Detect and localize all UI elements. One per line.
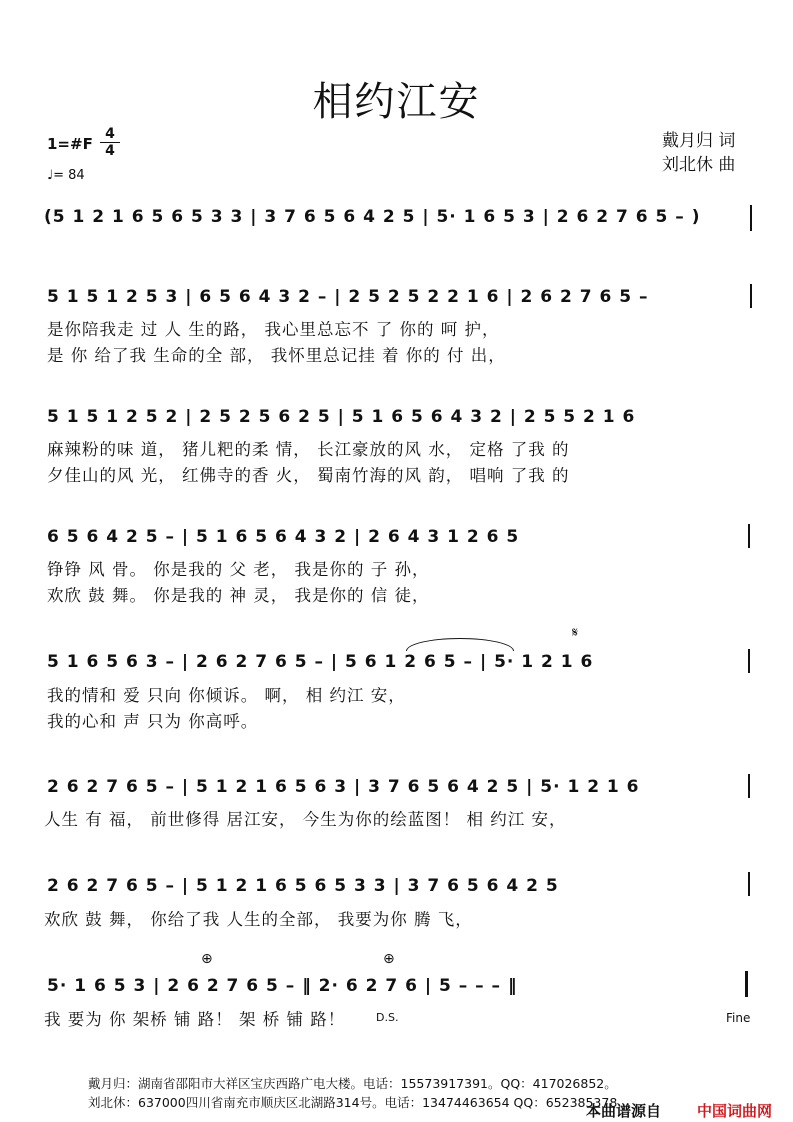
system-7-notes: 2 6 2 7 6 5 – | 5 1 2 1 6 5 6 5 3 3 | 3 7 6 5 6 4 2 5 <box>47 876 559 896</box>
watermark-source: 本曲谱源自 <box>586 1102 662 1120</box>
fine-mark: Fine <box>726 1011 751 1025</box>
system-4-lyrics-2: 欢欣 鼓 舞。 你是我的 神 灵， 我是你的 信 徒， <box>47 586 430 605</box>
time-unit: 4 <box>105 143 115 159</box>
footer-composer-contact: 刘北休：637000四川省南充市顺庆区北湖路314号。电话：13474463654 QQ：652385378 <box>88 1095 618 1110</box>
tempo-value: = 84 <box>53 168 85 183</box>
system-6-lyrics-1: 人生 有 福， 前世修得 居江安， 今生为你的绘蓝图！ 相 约江 安， <box>44 810 567 829</box>
composer-credit: 刘北休 曲 <box>662 155 736 175</box>
system-7-lyrics-1: 欢欣 鼓 舞， 你给了我 人生的全部， 我要为你 腾 飞， <box>44 910 473 929</box>
system-8-notes: 5· 1 6 5 3 | 2 6 2 7 6 5 – ‖ 2· 6 2 7 6 | 5 – – – ‖ <box>47 976 518 996</box>
system-4-lyrics-1: 铮铮 风 骨。 你是我的 父 老， 我是你的 子 孙， <box>47 560 430 579</box>
quarter-note-icon: ♩ <box>47 168 54 183</box>
system-8-lyrics-1: 我 要为 你 架桥 铺 路！ 架 桥 铺 路！ <box>44 1010 346 1029</box>
system-5-lyrics-2: 我的心和 声 只为 你高呼。 <box>47 712 259 731</box>
system-3-notes: 5 1 5 1 2 5 2 | 2 5 2 5 6 2 5 | 5 1 6 5 6 4 3 2 | 2 5 5 2 1 6 <box>47 407 636 427</box>
system-5-lyrics-1: 我的情和 爱 只向 你倾诉。 啊， 相 约江 安， <box>47 686 406 705</box>
ds-mark: D.S. <box>376 1011 399 1024</box>
system-4-notes: 6 5 6 4 2 5 – | 5 1 6 5 6 4 3 2 | 2 6 4 3 1 2 6 5 <box>47 527 520 547</box>
watermark-site: 中国词曲网 <box>697 1102 773 1120</box>
coda-sign-2: ⊕ <box>383 951 395 967</box>
key-signature: 1=#F <box>47 135 93 153</box>
system-3-lyrics-1: 麻辣粉的味 道， 猪儿粑的柔 情， 长江豪放的风 水， 定格 了我 的 <box>47 440 570 459</box>
system-2-lyrics-1: 是你陪我走 过 人 生的路， 我心里总忘不 了 你的 呵 护， <box>47 320 500 339</box>
system-2-lyrics-2: 是 你 给了我 生命的全 部， 我怀里总记挂 着 你的 付 出， <box>47 346 506 365</box>
coda-sign-1: ⊕ <box>201 951 213 967</box>
system-3-lyrics-2: 夕佳山的风 光， 红佛寺的香 火， 蜀南竹海的风 韵， 唱响 了我 的 <box>47 466 570 485</box>
system-5-notes: 5 1 6 5 6 3 – | 2 6 2 7 6 5 – | 5 6 1 2 6 5 – | 5· 1 2 1 6 <box>47 652 594 672</box>
song-title: 相约江安 <box>312 79 481 125</box>
system-1-notes: (5 1 2 1 6 5 6 5 3 3 | 3 7 6 5 6 4 2 5 | 5· 1 6 5 3 | 2 6 2 7 6 5 – ) <box>44 207 701 227</box>
time-signature <box>100 127 120 158</box>
system-2-notes: 5 1 5 1 2 5 3 | 6 5 6 4 3 2 – | 2 5 2 5 2 2 1 6 | 2 6 2 7 6 5 – <box>47 287 649 307</box>
lyricist-credit: 戴月归 词 <box>662 131 736 151</box>
tempo-mark <box>47 168 85 183</box>
footer-lyricist-contact: 戴月归：湖南省邵阳市大祥区宝庆西路广电大楼。电话：15573917391。QQ：417026852。 <box>88 1076 617 1091</box>
segno-sign: 𝄋 <box>572 625 579 641</box>
time-beats: 4 <box>105 126 115 142</box>
system-6-notes: 2 6 2 7 6 5 – | 5 1 2 1 6 5 6 3 | 3 7 6 5 6 4 2 5 | 5· 1 2 1 6 <box>47 777 640 797</box>
